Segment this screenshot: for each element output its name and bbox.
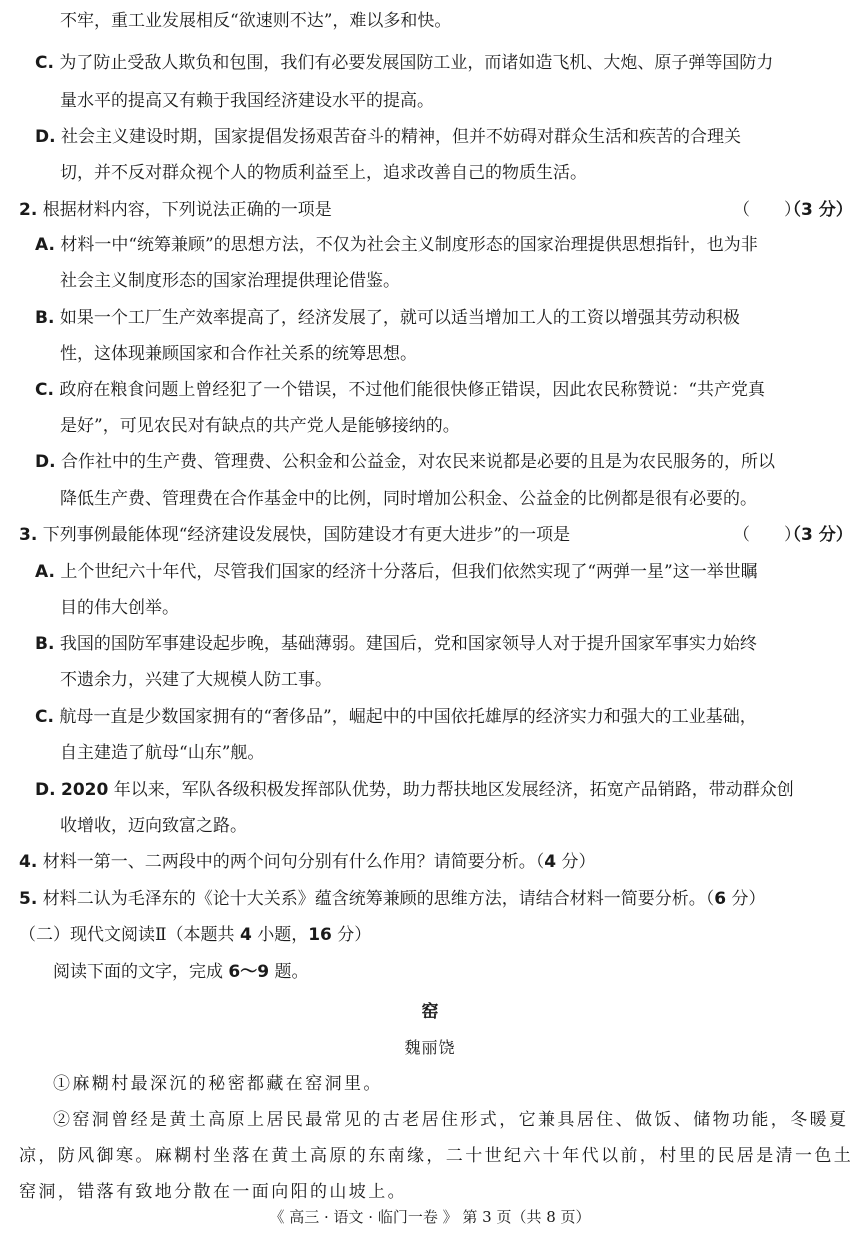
option-label: A. bbox=[35, 235, 55, 255]
essay-title: 窑 bbox=[421, 1002, 439, 1022]
option-text: 政府在粮食问题上曾经犯了一个错误，不过他们能很快修正错误，因此农民称赞说：“共产党真 bbox=[59, 380, 766, 400]
option-c bbox=[35, 706, 757, 728]
question-range: 6～9 bbox=[228, 962, 270, 982]
text-line: 目的伟大创举。 bbox=[60, 598, 179, 618]
option-a bbox=[35, 561, 758, 583]
option-label: D. bbox=[35, 127, 56, 147]
option-text: 材料一中“统筹兼顾”的思想方法，不仅为社会主义制度形态的国家治理提供思想指针，也为非 bbox=[60, 235, 758, 255]
option-label: C. bbox=[35, 53, 54, 73]
question-2 bbox=[19, 199, 332, 221]
option-c bbox=[35, 52, 773, 74]
text-line: 社会主义制度形态的国家治理提供理论借鉴。 bbox=[60, 271, 400, 291]
answer-bracket: （ ） bbox=[733, 525, 801, 545]
total-score: 16 bbox=[308, 925, 332, 945]
score-mark: （3 分） bbox=[784, 525, 853, 545]
question-count: 4 bbox=[239, 925, 252, 945]
question-number: 2. bbox=[19, 200, 38, 220]
essay-author: 魏丽饶 bbox=[404, 1038, 456, 1057]
score-value: 4 bbox=[544, 852, 557, 872]
essay-paragraph: ①麻糊村最深沉的秘密都藏在窑洞里。 bbox=[53, 1074, 383, 1094]
option-text: 为了防止受敌人欺负和包围，我们有必要发展国防工业，而诸如造飞机、大炮、原子弹等国防力 bbox=[59, 53, 774, 73]
question-number: 5. bbox=[19, 889, 38, 909]
option-c bbox=[35, 379, 765, 401]
question-text: 材料一第一、二两段中的两个问句分别有什么作用？请简要分析。（ bbox=[42, 852, 545, 872]
question-text: 材料二认为毛泽东的《论十大关系》蕴含统筹兼顾的思维方法，请结合材料一简要分析。（ bbox=[42, 889, 715, 909]
option-label: B. bbox=[35, 634, 55, 654]
text-line: 收增收，迈向致富之路。 bbox=[60, 816, 247, 836]
question-3 bbox=[19, 524, 570, 546]
option-d bbox=[35, 451, 775, 473]
question-5 bbox=[19, 888, 765, 910]
question-number: 4. bbox=[19, 852, 38, 872]
question-number: 3. bbox=[19, 525, 38, 545]
reading-instruction: 阅读下面的文字，完成 6～9 题。 bbox=[53, 962, 309, 982]
option-label: B. bbox=[35, 308, 55, 328]
option-text: 社会主义建设时期，国家提倡发扬艰苦奋斗的精神，但并不妨碍对群众生活和疾苦的合理关 bbox=[60, 127, 741, 147]
text-line: 自主建造了航母“山东”舰。 bbox=[60, 743, 265, 763]
score-suffix: 分） bbox=[726, 889, 766, 909]
option-text: 年以来，军队各级积极发挥部队优势，助力帮扶地区发展经济，拓宽产品销路，带动群众创 bbox=[108, 780, 794, 800]
score-value: 6 bbox=[714, 889, 727, 909]
option-text: 如果一个工厂生产效率提高了，经济发展了，就可以适当增加工人的工资以增强其劳动积极 bbox=[59, 308, 740, 328]
option-b bbox=[35, 307, 740, 329]
question-4 bbox=[19, 851, 595, 873]
essay-line: 窑洞，错落有致地分散在一面向阳的山坡上。 bbox=[19, 1182, 407, 1202]
score-suffix: 分） bbox=[556, 852, 596, 872]
question-text: 根据材料内容，下列说法正确的一项是 bbox=[42, 200, 332, 220]
option-label: D. bbox=[35, 780, 56, 800]
year-value: 2020 bbox=[60, 780, 109, 800]
option-b bbox=[35, 633, 757, 655]
text-line: 性，这体现兼顾国家和合作社关系的统筹思想。 bbox=[60, 344, 417, 364]
text-line: 不遗余力，兴建了大规模人防工事。 bbox=[60, 670, 332, 690]
option-d bbox=[35, 126, 741, 148]
essay-paragraph: ②窑洞曾经是黄土高原上居民最常见的古老居住形式，它兼具居住、做饭、储物功能，冬暖夏 bbox=[53, 1110, 849, 1130]
option-text: 我国的国防军事建设起步晚，基础薄弱。建国后，党和国家领导人对于提升国家军事实力始终 bbox=[59, 634, 757, 654]
option-a bbox=[35, 234, 758, 256]
option-label: D. bbox=[35, 452, 56, 472]
essay-line: 凉，防风御寒。麻糊村坐落在黄土高原的东南缘，二十世纪六十年代以前，村里的民居是清一色土 bbox=[19, 1146, 854, 1166]
option-label: A. bbox=[35, 562, 55, 582]
section-heading: （二）现代文阅读Ⅱ（本题共 4 小题，16 分） bbox=[19, 925, 372, 945]
text-line: 不牢，重工业发展相反“欲速则不达”，难以多和快。 bbox=[60, 11, 452, 31]
option-text: 合作社中的生产费、管理费、公积金和公益金，对农民来说都是必要的且是为农民服务的，所以 bbox=[60, 452, 775, 472]
option-text: 航母一直是少数国家拥有的“奢侈品”，崛起中的中国依托雄厚的经济实力和强大的工业基础， bbox=[59, 707, 757, 727]
option-label: C. bbox=[35, 380, 54, 400]
option-text: 上个世纪六十年代，尽管我们国家的经济十分落后，但我们依然实现了“两弹一星”这一举世瞩 bbox=[60, 562, 758, 582]
page-footer: 《 高三 · 语文 · 临门一卷 》 第 3 页（共 8 页） bbox=[269, 1208, 591, 1226]
question-text: 下列事例最能体现“经济建设发展快，国防建设才有更大进步”的一项是 bbox=[42, 525, 571, 545]
text-line: 量水平的提高又有赖于我国经济建设水平的提高。 bbox=[60, 91, 434, 111]
option-d bbox=[35, 779, 794, 801]
option-label: C. bbox=[35, 707, 54, 727]
text-line: 切，并不反对群众视个人的物质利益至上，追求改善自己的物质生活。 bbox=[60, 163, 587, 183]
score-mark: （3 分） bbox=[784, 200, 853, 220]
text-line: 降低生产费、管理费在合作基金中的比例，同时增加公积金、公益金的比例都是很有必要的。 bbox=[60, 489, 757, 509]
text-line: 是好”，可见农民对有缺点的共产党人是能够接纳的。 bbox=[60, 416, 460, 436]
answer-bracket: （ ） bbox=[733, 200, 801, 220]
